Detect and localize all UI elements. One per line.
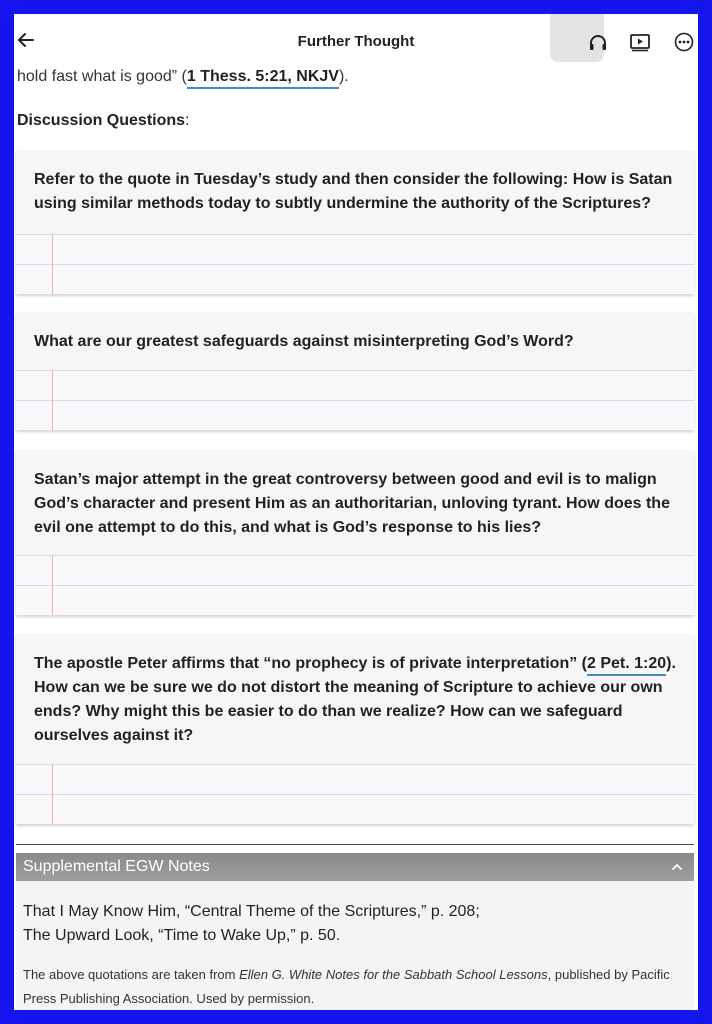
note-text: The above quotations are taken from (23, 967, 240, 982)
play-video-icon[interactable] (629, 32, 651, 52)
answer-field[interactable] (16, 555, 694, 615)
intro-text-end: ). (338, 68, 349, 85)
discussion-heading-text: Discussion Questions (17, 112, 186, 129)
discussion-heading-colon: : (185, 112, 190, 129)
question-text: What are our greatest safeguards against misinterpreting God’s Word? (34, 333, 574, 350)
question-text (16, 634, 694, 748)
copyright-note (23, 963, 688, 1010)
intro-text: hold fast what is good” ( (17, 68, 187, 85)
question-text-end: ). How can we be sure we do not distort the meaning of Scripture to achieve our own ends? Why might this be easier to do than we realize? How can we safeguard ourselves against it? (34, 655, 676, 744)
headphones-icon[interactable] (587, 32, 609, 52)
question-text-start: The apostle Peter affirms that “no prophecy is of private interpretation” ( (34, 655, 587, 672)
scripture-link[interactable]: 2 Pet. 1:20 (587, 655, 666, 676)
answer-field[interactable] (16, 370, 694, 430)
question-card (16, 450, 694, 615)
section-divider (16, 844, 694, 845)
question-card (16, 150, 694, 294)
chevron-up-icon[interactable] (670, 861, 684, 873)
question-text: Refer to the quote in Tuesday’s study and then consider the following: How is Satan using similar methods today to subtly undermine the authority of the Scriptures? (34, 171, 673, 212)
answer-field[interactable] (16, 764, 694, 824)
more-icon[interactable] (673, 32, 695, 52)
supplemental-header[interactable] (16, 853, 694, 881)
question-card (16, 312, 694, 430)
egw-reference: The Upward Look, “Time to Wake Up,” p. 50. (23, 927, 341, 944)
page-title: Further Thought (297, 33, 415, 50)
supplemental-body (16, 881, 694, 1010)
answer-field[interactable] (16, 234, 694, 294)
top-bar (14, 14, 698, 64)
scripture-link[interactable]: 1 Thess. 5:21, NKJV (187, 68, 339, 89)
question-text: Satan’s major attempt in the great controversy between good and evil is to malign God’s character and present Him as an authoritarian, unloving tyrant. How does the evil one attempt to do this, and what is God’s response to his lies? (34, 471, 670, 536)
question-card (16, 634, 694, 824)
intro-line (17, 68, 349, 86)
note-book-title: Ellen G. White Notes for the Sabbath School Lessons (239, 967, 548, 982)
supplemental-title: Supplemental EGW Notes (23, 858, 210, 875)
egw-reference: That I May Know Him, “Central Theme of the Scriptures,” p. 208; (23, 903, 480, 920)
app-screen (14, 14, 698, 1010)
note-text-end: , published by Pacific Press Publishing Association. Used by permission. (23, 967, 670, 1006)
discussion-heading (17, 112, 190, 130)
